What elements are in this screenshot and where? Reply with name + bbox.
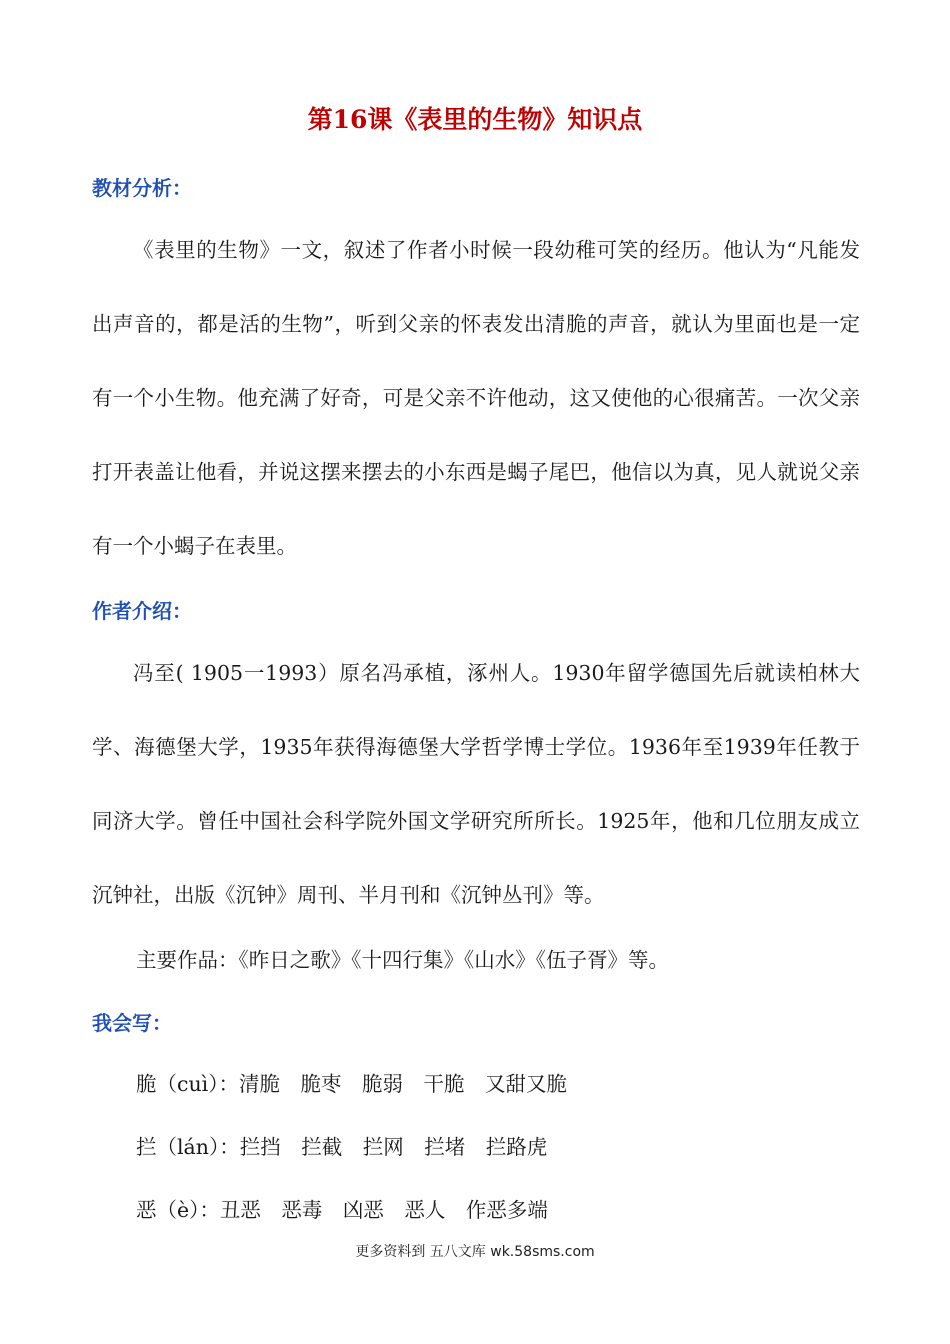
footer-source-note: 更多资料到 五八文库 wk.58sms.com [355,1244,595,1260]
writing-line-e: 恶（è）：丑恶 恶毒 凶恶 恶人 作恶多端 [136,1198,548,1222]
paragraph-author-intro [92,636,860,932]
paragraph-textbook-analysis [92,213,860,583]
heading-author-intro: 作者介绍： [92,599,192,623]
paragraph-text: 《表里的生物》一文，叙述了作者小时候一段幼稚可笑的经历。他认为“凡能发出声音的，都是活的生物”，听到父亲的怀表发出清脆的声音，就认为里面也是一定有一个小生物。他充满了好奇，可是父亲不许他动，这又使他的心很痛苦。一次父亲打开表盖让他看，并说这摆来摆去的小东西是蝎子尾巴，他信以为真，见人就说父亲有一个小蝎子在表里。 [92,238,860,558]
heading-textbook-analysis: 教材分析： [92,176,192,200]
heading-writing: 我会写： [92,1011,172,1035]
paragraph-text: 冯至( 1905一1993）原名冯承植，涿州人。1930年留学德国先后就读柏林大学、海德堡大学，1935年获得海德堡大学哲学博士学位。1936年至1939年任教于同济大学。曾任中国社会科学院外国文学研究所所长。1925年，他和几位朋友成立沉钟社，出版《沉钟》周刊、半月刊和《沉钟丛刊》等。 [92,661,860,907]
main-works-line: 主要作品：《昨日之歌》《十四行集》《山水》《伍子胥》等。 [136,948,669,972]
writing-line-lan: 拦（lán）：拦挡 拦截 拦网 拦堵 拦路虎 [136,1135,548,1159]
document-title: 第16课《表里的生物》知识点 [307,105,643,134]
writing-line-cui: 脆（cuì）：清脆 脆枣 脆弱 干脆 又甜又脆 [136,1072,567,1096]
